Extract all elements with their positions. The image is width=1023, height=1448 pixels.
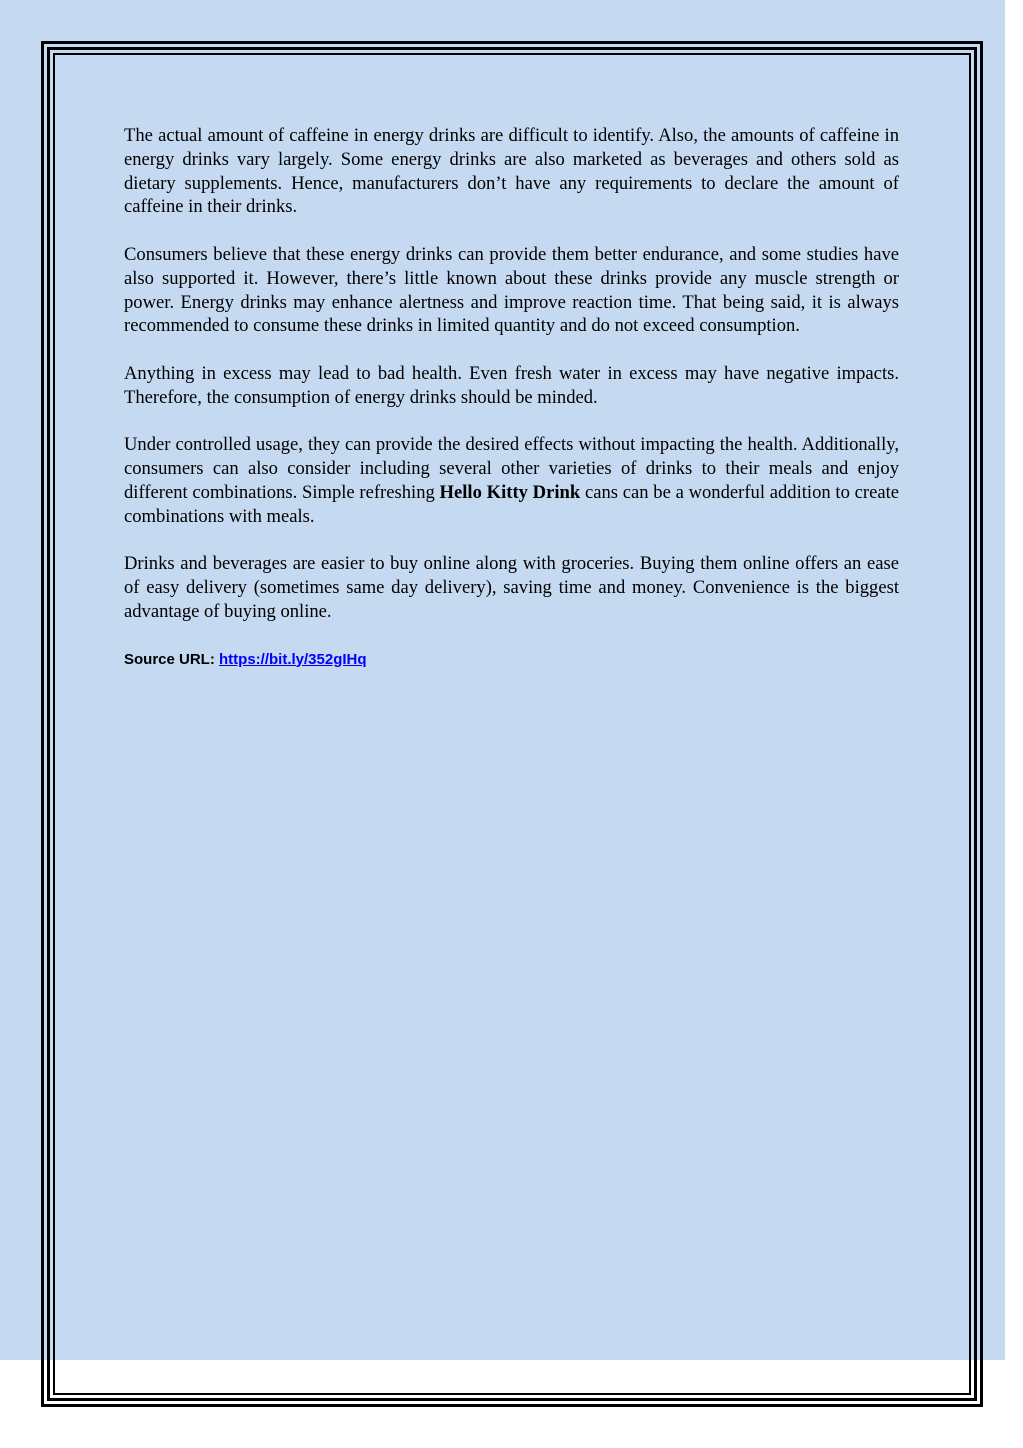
paragraph-controlled-usage: [124, 433, 899, 528]
source-url-link[interactable]: https://bit.ly/352gIHq: [219, 650, 367, 668]
paragraph-buy-online: Drinks and beverages are easier to buy online along with groceries. Buying them online offers an ease of easy delivery (sometimes same day delivery), saving time and money. Convenience is the biggest advantage of buying online.: [124, 553, 899, 622]
document-body: [124, 124, 899, 671]
paragraph-excess: Anything in excess may lead to bad health. Even fresh water in excess may have negative impacts. Therefore, the consumption of energy drinks should be minded.: [124, 362, 899, 408]
source-url-label: Source URL:: [124, 650, 220, 668]
paragraph-caffeine-amount: The actual amount of caffeine in energy drinks are difficult to identify. Also, the amounts of caffeine in energy drinks vary largely. Some energy drinks are also marketed as beverages and others sold as dietary supplements. Hence, manufacturers don’t have any requirements to declare the amount of caffeine in their drinks.: [124, 125, 899, 218]
paragraph-consumers-believe: Consumers believe that these energy drinks can provide them better endurance, and some studies have also supported it. However, there’s little known about these drinks provide any muscle strength or power. Energy drinks may enhance alertness and improve reaction time. That being said, it is always recommended to consume these drinks in limited quantity and do not exceed consumption.: [124, 243, 899, 337]
source-url-line: [124, 648, 899, 672]
paragraph-controlled-usage-tail: cans can be a wonderful addition to create combinations with meals.: [124, 481, 899, 527]
paragraph-controlled-usage-text: Under controlled usage, they can provide the desired effects without impacting the health. Additionally, consumers can also consider including several other varieties of drinks to their meals and enjoy different combinations. Simple refreshing: [124, 434, 899, 503]
hello-kitty-drink-bold: Hello Kitty Drink: [439, 481, 581, 503]
